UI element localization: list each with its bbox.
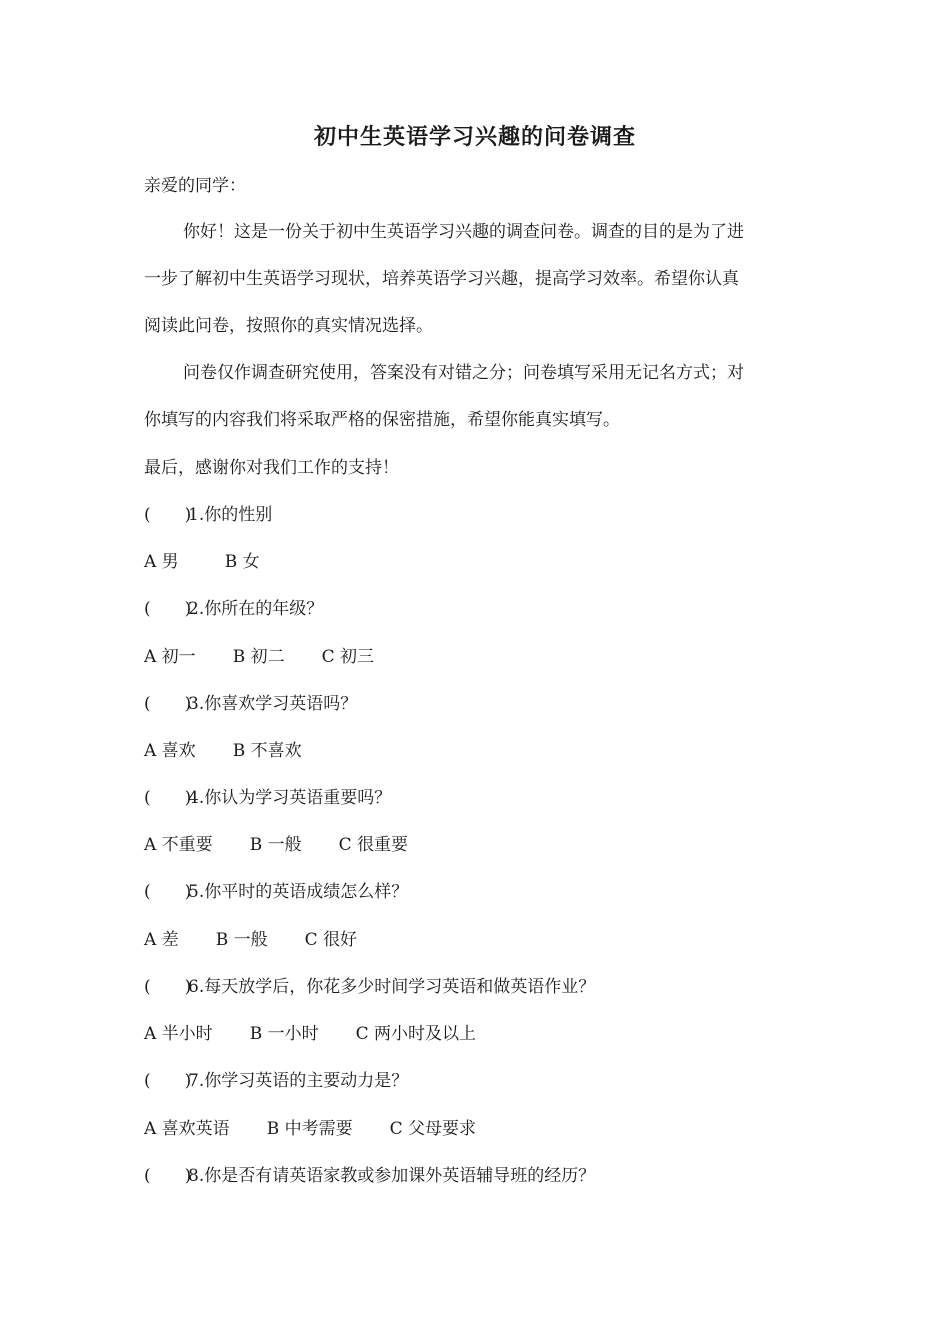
intro-line-5: 你填写的内容我们将采取严格的保密措施，希望你能真实填写。 [144, 410, 620, 430]
question-text: 7.你学习英语的主要动力是？ [188, 1071, 409, 1091]
options-6 [144, 1022, 809, 1046]
option-b[interactable]: B 中考需要 [266, 1119, 353, 1139]
option-b[interactable]: B 一般 [249, 835, 302, 855]
question-text: 6.每天放学后，你花多少时间学习英语和做英语作业？ [188, 977, 596, 997]
option-a[interactable]: A 喜欢 [144, 741, 196, 761]
option-a[interactable]: A 喜欢英语 [144, 1119, 230, 1139]
option-c[interactable]: C 两小时及以上 [355, 1024, 477, 1044]
options-7 [144, 1117, 809, 1141]
question-5 [144, 880, 809, 904]
question-text: 8.你是否有请英语家教或参加课外英语辅导班的经历？ [188, 1166, 596, 1186]
option-a[interactable]: A 初一 [144, 647, 196, 667]
intro-line-1: 你好！这是一份关于初中生英语学习兴趣的调查问卷。调查的目的是为了进 [183, 222, 744, 242]
question-8 [144, 1164, 809, 1188]
option-a[interactable]: A 半小时 [144, 1024, 213, 1044]
options-1 [144, 550, 809, 574]
question-1 [144, 503, 809, 527]
question-7 [144, 1069, 809, 1093]
option-b[interactable]: B 一小时 [249, 1024, 319, 1044]
option-b[interactable]: B 女 [224, 552, 260, 572]
answer-blank[interactable]: ( ) [144, 1166, 192, 1186]
option-c[interactable]: C 父母要求 [389, 1119, 477, 1139]
option-a[interactable]: A 男 [144, 552, 179, 572]
intro-line-3: 阅读此问卷，按照你的真实情况选择。 [144, 316, 433, 336]
intro-line-4: 问卷仅作调查研究使用，答案没有对错之分；问卷填写采用无记名方式；对 [183, 363, 744, 383]
question-text: 4.你认为学习英语重要吗？ [188, 788, 392, 808]
question-2 [144, 597, 809, 621]
question-text: 5.你平时的英语成绩怎么样？ [188, 882, 409, 902]
answer-blank[interactable]: ( ) [144, 505, 192, 525]
intro-line-2: 一步了解初中生英语学习现状，培养英语学习兴趣，提高学习效率。希望你认真 [144, 269, 739, 289]
answer-blank[interactable]: ( ) [144, 694, 192, 714]
options-3 [144, 739, 809, 763]
options-4 [144, 833, 809, 857]
question-text: 3.你喜欢学习英语吗？ [188, 694, 358, 714]
option-a[interactable]: A 差 [144, 930, 179, 950]
greeting: 亲爱的同学： [144, 176, 246, 196]
option-c[interactable]: C 很好 [304, 930, 358, 950]
options-5 [144, 928, 809, 952]
question-4 [144, 786, 809, 810]
document-title: 初中生英语学习兴趣的问卷调查 [313, 124, 636, 150]
answer-blank[interactable]: ( ) [144, 788, 192, 808]
options-2 [144, 645, 809, 669]
question-6 [144, 975, 809, 999]
question-text: 1.你的性别 [188, 505, 273, 525]
option-b[interactable]: B 不喜欢 [232, 741, 302, 761]
question-text: 2.你所在的年级？ [188, 599, 324, 619]
option-c[interactable]: C 很重要 [338, 835, 409, 855]
option-a[interactable]: A 不重要 [144, 835, 213, 855]
option-b[interactable]: B 一般 [215, 930, 268, 950]
answer-blank[interactable]: ( ) [144, 1071, 192, 1091]
option-b[interactable]: B 初二 [232, 647, 285, 667]
question-3 [144, 692, 809, 716]
answer-blank[interactable]: ( ) [144, 599, 192, 619]
closing-line: 最后，感谢你对我们工作的支持！ [144, 458, 399, 478]
answer-blank[interactable]: ( ) [144, 882, 192, 902]
answer-blank[interactable]: ( ) [144, 977, 192, 997]
option-c[interactable]: C 初三 [321, 647, 375, 667]
